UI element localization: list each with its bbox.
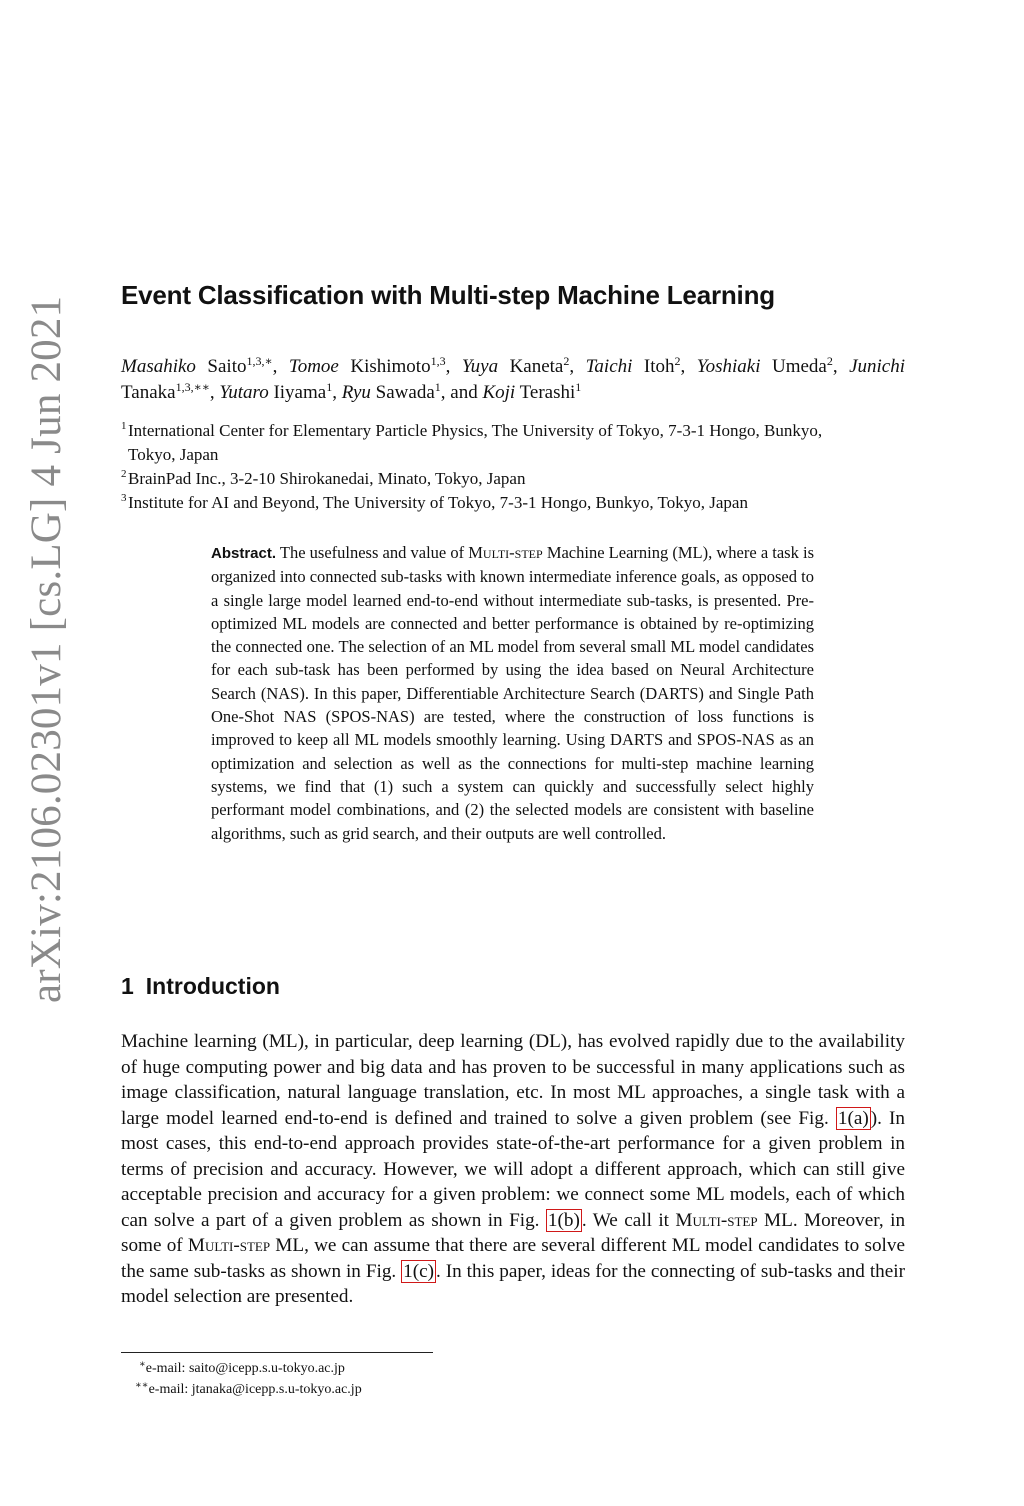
author: Yutaro Iiyama$^1$ xyxy=(219,380,333,403)
author: Tomoe Kishimoto$^{1,3}$ xyxy=(288,354,446,377)
footnotes xyxy=(121,1358,362,1400)
small-caps-term: Multi-step xyxy=(468,543,543,562)
affiliation-list xyxy=(121,419,911,515)
author: Yoshiaki Umeda$^2$ xyxy=(696,354,833,377)
author-list: Masahiko Saito$^{1,3,∗}$, Tomoe Kishimoto$^{1,3}$, Yuya Kaneta$^2$, Taichi Itoh$^2$, Yoshiaki Umeda$^2$, Junichi Tanaka$^{1,3,∗∗}$, Yutaro Iiyama$^1$, Ryu Sawada$^1$, and Koji Terashi$^1$ xyxy=(121,354,906,403)
paper-title: Event Classification with Multi-step Machine Learning xyxy=(121,280,775,310)
author: Masahiko Saito$^{1,3,∗}$ xyxy=(121,354,273,377)
author: Yuya Kaneta$^2$ xyxy=(461,354,570,377)
affiliation: 3 Institute for AI and Beyond, The University of Tokyo, 7-3-1 Hongo, Bunkyo, Tokyo, Japan xyxy=(121,492,748,512)
affiliation: 1 International Center for Elementary Particle Physics, The University of Tokyo, 7-3-1 Hongo, Bunkyo, Tokyo, Japan xyxy=(121,420,823,464)
small-caps-term: Multi-step xyxy=(187,1235,271,1256)
abstract: Abstract. The usefulness and value of Multi-step Machine Learning (ML), where a task is organized into connected sub-tasks with known intermediate inference goals, as opposed to a single large model learned end-to-end without intermediate sub-tasks, is presented. Pre-optimized ML models are connected and better performance is obtained by re-optimizing the connected one. The selection of an ML model from several small ML model candidates for each sub-task has been performed by using the idea based on Neural Architecture Search (NAS). In this paper, Differentiable Architecture Search (DARTS) and Single Path One-Shot NAS (SPOS-NAS) are tested, where the construction of loss functions is improved to keep all ML models smoothly learning. Using DARTS and SPOS-NAS as an optimization and selection as well as the connections for multi-step machine learning systems, we find that (1) such a system can quickly and successfully select highly performant model combinations, and (2) the selected models are consistent with baseline algorithms, such as grid search, and their outputs are well controlled. xyxy=(211,543,814,843)
author: Koji Terashi$^1$ xyxy=(482,380,582,403)
figure-ref-1a[interactable]: 1(a) xyxy=(837,1107,869,1129)
arxiv-stamp: arXiv:2106.02301v1 [cs.LG] 4 Jun 2021 xyxy=(23,295,70,1003)
author: Taichi Itoh$^2$ xyxy=(585,354,681,377)
figure-ref-1b[interactable]: 1(b) xyxy=(547,1209,580,1231)
affiliation: 2 BrainPad Inc., 3-2-10 Shirokanedai, Minato, Tokyo, Japan xyxy=(121,468,526,488)
footnote: ∗e-mail: saito@icepp.s.u-tokyo.ac.jp xyxy=(139,1359,345,1376)
small-caps-term: Multi-step xyxy=(675,1209,758,1231)
figure-ref-1c[interactable]: 1(c) xyxy=(403,1260,435,1282)
footnote: ∗∗e-mail: jtanaka@icepp.s.u-tokyo.ac.jp xyxy=(135,1380,362,1397)
footnote-divider xyxy=(121,1352,433,1353)
author: Junichi Tanaka$^{1,3,∗∗}$ xyxy=(121,356,906,403)
introduction-paragraph: Machine learning (ML), in particular, deep learning (DL), has evolved rapidly due to the availability of huge computing power and big data and has proven to be successful in many applications such as image classification, natural language translation, etc. In most ML approaches, a single task with a large model learned end-to-end is defined and trained to solve a given problem (see Fig. 1(a) ). In most cases, this end-to-end approach provides state-of-the-art performance for a given problem in terms of precision and accuracy. However, we will adopt a different approach, which can still give acceptable precision and accuracy for a given problem: we connect some ML models, each of which can solve a part of a given problem as shown in Fig. 1(b) . We call it Multi-step ML. Moreover, in some of Multi-step ML, we can assume that there are several different ML model candidates to solve the same sub-tasks as shown in Fig. 1(c) . In this paper, ideas for the connecting of sub-tasks and their model selection are presented. xyxy=(121,1031,906,1307)
abstract-label: Abstract. xyxy=(211,545,277,562)
section-heading: 1 Introduction xyxy=(121,973,280,999)
author: Ryu Sawada$^1$ xyxy=(341,380,441,403)
